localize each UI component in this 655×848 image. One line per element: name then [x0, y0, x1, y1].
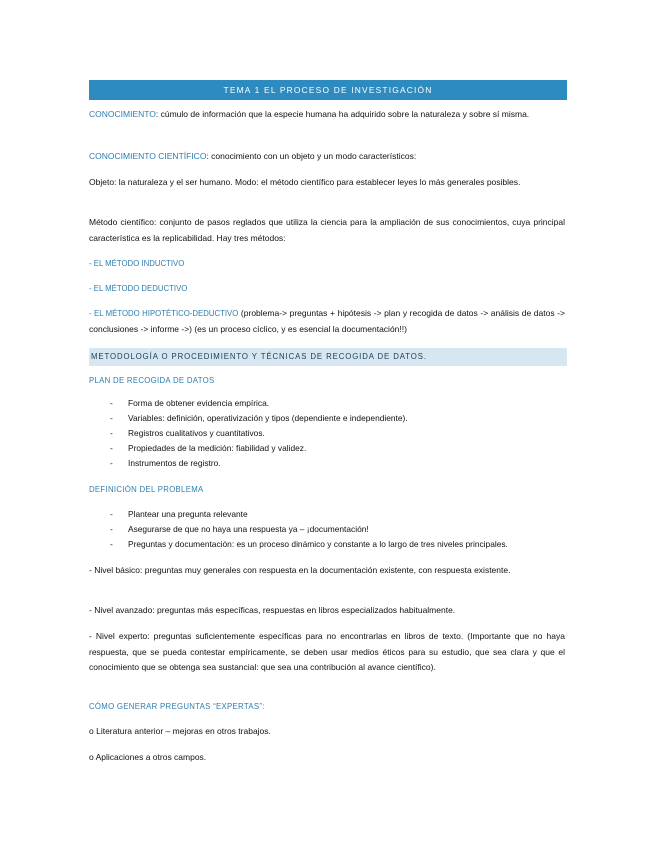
- list-item: o Literatura anterior – mejoras en otros trabajos.: [89, 726, 271, 736]
- nivel-basico: - Nivel básico: preguntas muy generales con respuesta en la documentación existente, con respuesta existente.: [89, 565, 511, 575]
- metodo-paragraph: Método científico: conjunto de pasos reglados que utiliza la ciencia para la ampliación de sus conocimientos, cuya principal característica es la replicabilidad. Hay tres métodos:: [89, 217, 565, 243]
- conocimiento-paragraph: [89, 107, 565, 123]
- nivel-avanzado: - Nivel avanzado: preguntas más específicas, respuestas en libros especializados habitualmente.: [89, 605, 456, 615]
- conocimiento-term: CONOCIMIENTO: [89, 109, 156, 119]
- conocimiento-definition: : cúmulo de información que la especie humana ha adquirido sobre la naturaleza y sobre sí misma.: [155, 109, 530, 119]
- plan-heading: PLAN DE RECOGIDA DE DATOS: [89, 376, 215, 385]
- metodo-hipotetico-label: - EL MÉTODO HIPOTÉTICO-DEDUCTIVO: [89, 309, 239, 318]
- list-item: o Aplicaciones a otros campos.: [89, 752, 207, 762]
- conocimiento-cientifico-term: CONOCIMIENTO CIENTÍFICO: [89, 151, 207, 161]
- page-title: TEMA 1 EL PROCESO DE INVESTIGACIÓN: [89, 80, 567, 100]
- preguntas-heading: CÓMO GENERAR PREGUNTAS “EXPERTAS”:: [89, 702, 265, 711]
- conocimiento-cientifico-definition: : conocimiento con un objeto y un modo característicos:: [206, 151, 417, 161]
- conocimiento-cientifico-paragraph: [89, 149, 565, 165]
- objeto-paragraph: Objeto: la naturaleza y el ser humano. Modo: el método científico para establecer leyes lo más generales posibles.: [89, 177, 521, 187]
- nivel-experto: - Nivel experto: preguntas suficientemente específicas para no encontrarlas en libros de texto. (Importante que no haya respuesta, que se pueda contestar empíricamente, se deben usar medios éticos para su estudio, que sea clara y que el conocimiento que se obtenga sea sustancial: que sea una contribución al avance científico).: [89, 631, 565, 672]
- metodo-hipotetico-detail: (problema-> preguntas + hipótesis -> plan y recogida de datos -> análisis de datos -> conclusiones -> informe ->) (es un proceso cíclico, y es esencial la documentación!!): [89, 308, 565, 334]
- metodo-inductivo: - EL MÉTODO INDUCTIVO: [89, 259, 185, 268]
- metodo-hipotetico-paragraph: [89, 306, 565, 337]
- metodo-deductivo: - EL MÉTODO DEDUCTIVO: [89, 284, 188, 293]
- definicion-heading: DEFINICIÓN DEL PROBLEMA: [89, 485, 204, 494]
- section-title-bar: METODOLOGÍA O PROCEDIMIENTO Y TÉCNICAS DE RECOGIDA DE DATOS.: [89, 348, 567, 366]
